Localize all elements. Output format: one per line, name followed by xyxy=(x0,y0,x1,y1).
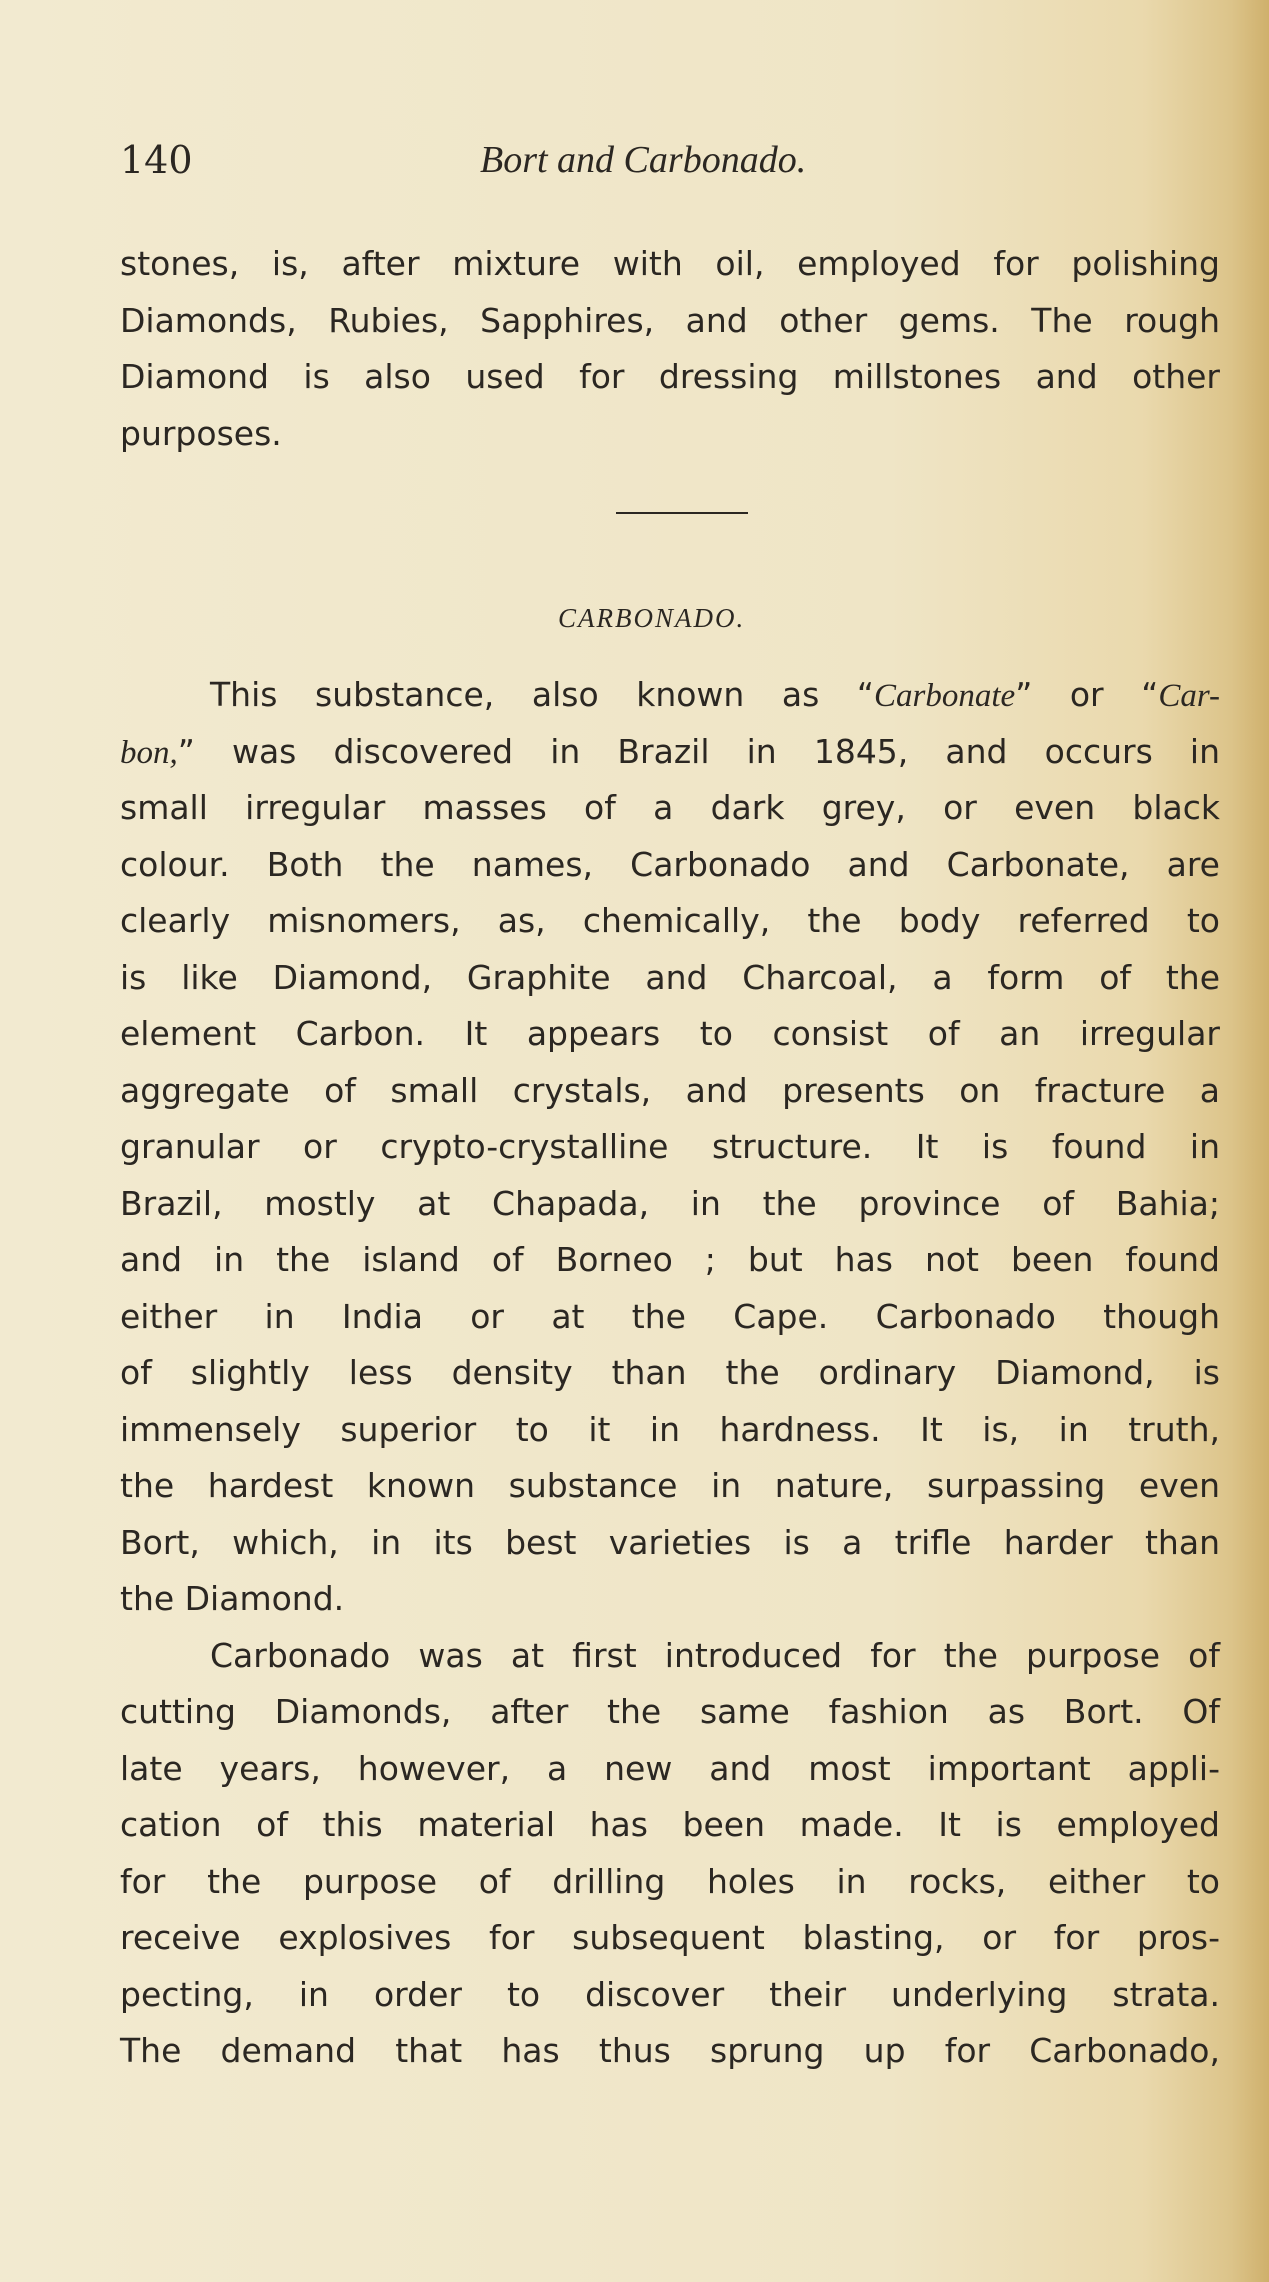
italic-term: bon, xyxy=(120,734,178,771)
running-title: Bort and Carbonado. xyxy=(480,139,807,181)
text-line: small irregular masses of a dark grey, or even black xyxy=(120,788,1220,827)
text-line: purposes. xyxy=(120,413,282,453)
text-line: Diamond is also used for dressing millstones and other xyxy=(120,357,1220,396)
text-line: receive explosives for subsequent blasting, or for pros- xyxy=(120,1918,1220,1957)
text-line: is like Diamond, Graphite and Charcoal, a form of the xyxy=(120,957,1220,997)
text-run: ” or “ xyxy=(1015,675,1159,714)
text-line: cutting Diamonds, after the same fashion as Bort. Of xyxy=(120,1692,1220,1731)
carbonado-paragraphs xyxy=(120,667,1220,2080)
intro-paragraph xyxy=(120,236,1220,462)
text-line: element Carbon. It appears to consist of an irregular xyxy=(120,1014,1220,1053)
text-line: aggregate of small crystals, and presents on fracture a xyxy=(120,1070,1220,1110)
page-number: 140 xyxy=(120,138,193,182)
text-line: the hardest known substance in nature, surpassing even xyxy=(120,1466,1220,1505)
text-line: Carbonado was at first introduced for the purpose of xyxy=(210,1635,1220,1675)
italic-term: Car- xyxy=(1158,678,1220,714)
section-divider xyxy=(616,512,748,514)
text-line: granular or crypto-crystalline structure. It is found in xyxy=(120,1127,1220,1166)
text-line xyxy=(120,724,1220,781)
text-line: the Diamond. xyxy=(120,1579,345,1618)
text-run: ” was discovered in Brazil in 1845, and occurs in xyxy=(177,731,1220,771)
text-line: clearly misnomers, as, chemically, the body referred to xyxy=(120,901,1220,940)
text-line: of slightly less density than the ordinary Diamond, is xyxy=(120,1353,1220,1392)
text-run: This substance, also known as “ xyxy=(210,675,875,714)
text-line xyxy=(120,667,1220,724)
text-line: Bort, which, in its best varieties is a trifle harder than xyxy=(120,1522,1220,1562)
text-line: for the purpose of drilling holes in rocks, either to xyxy=(120,1861,1220,1901)
text-line: stones, is, after mixture with oil, employed for polishing xyxy=(120,244,1220,283)
italic-term: Carbonate xyxy=(874,678,1016,714)
text-line: pecting, in order to discover their underlying strata. xyxy=(120,1974,1220,2014)
text-line: cation of this material has been made. It is employed xyxy=(120,1805,1220,1844)
text-line: late years, however, a new and most important appli- xyxy=(120,1748,1220,1788)
section-heading: CARBONADO. xyxy=(558,603,746,633)
page-header xyxy=(120,130,1180,190)
text-line: either in India or at the Cape. Carbonado though xyxy=(120,1296,1220,1336)
text-line: The demand that has thus sprung up for Carbonado, xyxy=(120,2031,1220,2070)
text-line: and in the island of Borneo ; but has not been found xyxy=(120,1240,1220,1279)
text-line: colour. Both the names, Carbonado and Carbonate, are xyxy=(120,844,1220,884)
text-line: Diamonds, Rubies, Sapphires, and other gems. The rough xyxy=(120,300,1220,340)
text-line: Brazil, mostly at Chapada, in the province of Bahia; xyxy=(120,1183,1220,1223)
text-line: immensely superior to it in hardness. It is, in truth, xyxy=(120,1409,1220,1449)
